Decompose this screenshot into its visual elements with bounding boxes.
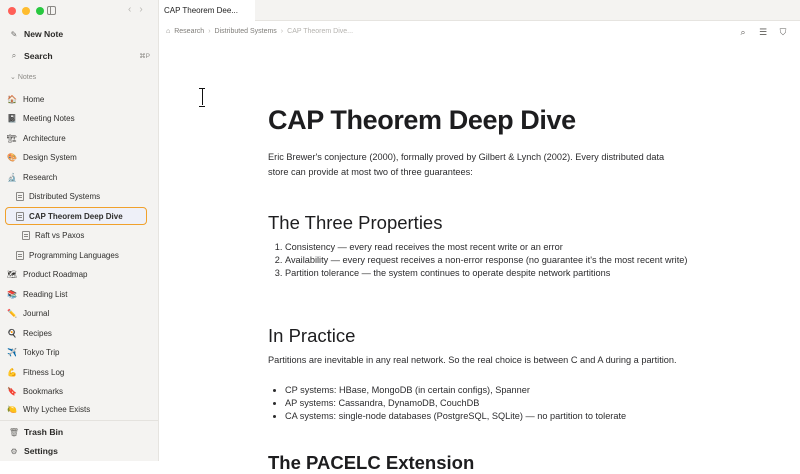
bookmark-icon[interactable]: ⛉: [779, 27, 787, 37]
construction-icon: 🏗: [6, 133, 18, 143]
trash-bin-button[interactable]: 🗑 Trash Bin: [8, 427, 64, 437]
breadcrumb: [166, 28, 353, 35]
list-item[interactable]: 1. Consistency — every read receives the most recent write or an error: [285, 241, 689, 254]
lemon-icon: 🍋: [7, 405, 17, 414]
chevron-down-icon: ⌄: [10, 74, 16, 81]
intro-paragraph[interactable]: Eric Brewer's conjecture (2000), formally proved by Gilbert & Lynch (2002). Every distributed data store can provide at most two of three guarantees:: [268, 152, 665, 177]
airplane-icon: ✈️: [7, 348, 17, 357]
notebook-icon: 📓: [7, 114, 17, 123]
tree-item-tokyo-trip[interactable]: ✈️ Tokyo Trip: [7, 348, 60, 357]
document-icon: [16, 251, 24, 260]
heading-three-properties[interactable]: The Three Properties: [268, 212, 443, 233]
trash-icon: 🗑: [8, 427, 20, 437]
page-title[interactable]: CAP Theorem Deep Dive: [268, 105, 576, 135]
heading-in-practice[interactable]: In Practice: [268, 325, 356, 346]
tree-item-design-system[interactable]: 🎨 Design System: [7, 153, 77, 162]
tree-item-raft-vs-paxos[interactable]: Raft vs Paxos: [22, 227, 146, 245]
map-icon: 🗺: [6, 270, 18, 279]
tree-item-why-lychee-exists[interactable]: 🍋 Why Lychee Exists: [7, 405, 91, 414]
tree-item-journal[interactable]: ✏️ Journal: [7, 309, 50, 318]
breadcrumb-current: CAP Theorem Dive...: [287, 28, 354, 35]
cooking-icon: 🍳: [7, 328, 17, 338]
document-icon: [16, 192, 24, 201]
microscope-icon: 🔬: [7, 172, 17, 182]
document-icon: [16, 212, 24, 221]
search-icon[interactable]: ⌕: [740, 27, 746, 37]
properties-list: [285, 241, 689, 280]
list-item[interactable]: 3. Partition tolerance — the system continues to operate despite network partitions: [285, 267, 689, 280]
chevron-right-icon: ›: [208, 28, 211, 35]
tree-item-research[interactable]: 🔬 Research: [7, 172, 58, 182]
list-item[interactable]: • CA systems: single-node databases (PostgreSQL, SQLite) — no partition to tolerate: [285, 410, 689, 423]
tree-item-programming-languages[interactable]: Programming Languages: [16, 246, 146, 264]
books-icon: 📚: [7, 289, 17, 299]
practice-paragraph[interactable]: Partitions are inevitable in any real network. So the real choice is between C and A during a partition.: [268, 355, 677, 365]
tree-item-meeting-notes[interactable]: 📓 Meeting Notes: [7, 114, 75, 123]
tree-item-reading-list[interactable]: 📚 Reading List: [7, 289, 68, 299]
tree-item-cap-theorem[interactable]: CAP Theorem Deep Dive: [5, 207, 147, 225]
new-note-button[interactable]: ✎ New Note: [8, 25, 150, 43]
house-icon: 🏠: [7, 94, 17, 104]
tab-bar: [159, 0, 800, 21]
list-item[interactable]: • CP systems: HBase, MongoDB (in certain configs), Spanner: [285, 384, 689, 397]
tree-item-fitness-log[interactable]: 💪 Fitness Log: [7, 367, 65, 377]
palette-icon: 🎨: [7, 153, 17, 162]
tree-item-recipes[interactable]: 🍳 Recipes: [7, 328, 52, 338]
settings-button[interactable]: ⚙ Settings: [8, 442, 150, 460]
nav-arrows[interactable]: ‹›: [128, 4, 151, 15]
close-window-button[interactable]: [8, 7, 16, 15]
sidebar-footer: [0, 420, 158, 456]
document-icon: [22, 231, 30, 240]
editor-toolbar: [738, 27, 788, 37]
zoom-window-button[interactable]: [36, 7, 44, 15]
search-button[interactable]: ⌕ Search ⌘P: [8, 47, 150, 65]
page-icon: ⌂: [166, 28, 171, 35]
minimize-window-button[interactable]: [22, 7, 30, 15]
flexed-arm-icon: 💪: [7, 367, 17, 377]
sidebar-toggle-icon[interactable]: [47, 6, 56, 15]
search-shortcut: ⌘P: [139, 53, 150, 60]
gear-icon: ⚙: [10, 446, 18, 456]
window-controls: [8, 7, 44, 15]
tree-item-product-roadmap[interactable]: 🗺 Product Roadmap: [6, 270, 88, 279]
breadcrumb-research[interactable]: Research: [174, 28, 205, 35]
notes-section-header[interactable]: ⌄ Notes: [10, 74, 37, 81]
tree-item-architecture[interactable]: 🏗 Architecture: [6, 133, 66, 143]
list-item[interactable]: 2. Availability — every request receives a non-error response (no guarantee it's the most recent write): [285, 254, 689, 267]
tree-item-home[interactable]: 🏠 Home: [7, 94, 45, 104]
heading-pacelc[interactable]: The PACELC Extension: [268, 452, 475, 473]
search-icon: ⌕: [11, 51, 17, 60]
bookmark-icon: 🔖: [7, 387, 17, 396]
chevron-right-icon: ›: [280, 28, 284, 35]
text-cursor-icon: [199, 88, 205, 105]
tab-cap-theorem[interactable]: CAP Theorem Dee...: [159, 0, 255, 21]
compose-icon: ✎: [10, 29, 18, 39]
outline-icon[interactable]: ☰: [758, 27, 768, 37]
tree-item-distributed-systems[interactable]: Distributed Systems: [16, 188, 146, 206]
tree-item-bookmarks[interactable]: 🔖 Bookmarks: [7, 387, 64, 396]
list-item[interactable]: • AP systems: Cassandra, DynamoDB, CouchDB: [285, 397, 689, 410]
breadcrumb-distributed-systems[interactable]: Distributed Systems: [214, 28, 277, 35]
systems-list: [285, 384, 689, 423]
sidebar: [0, 0, 159, 461]
pencil-icon: ✏️: [7, 309, 17, 318]
